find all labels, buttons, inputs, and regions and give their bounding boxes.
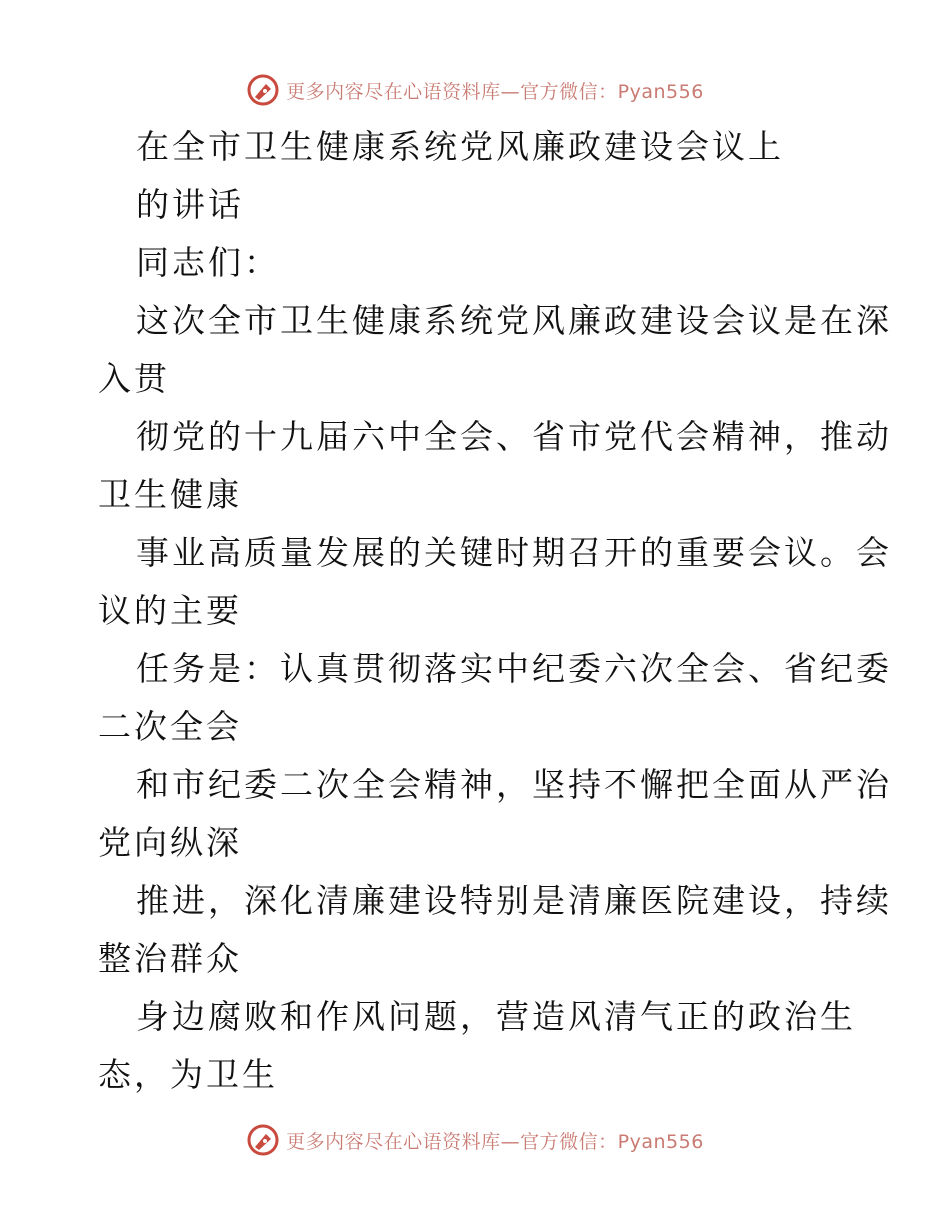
document-title-line: 在全市卫生健康系统党风廉政建设会议上 — [136, 127, 784, 166]
paragraph-line: 议的主要 — [98, 591, 242, 630]
pen-nib-logo-icon — [246, 73, 280, 107]
footer-watermark — [0, 1120, 950, 1160]
paragraph-line: 和市纪委二次全会精神，坚持不懈把全面从严治 — [136, 765, 892, 804]
watermark-text: 更多内容尽在心语资料库—官方微信：Pyan556 — [286, 1130, 704, 1153]
paragraph-line: 这次全市卫生健康系统党风廉政建设会议是在深 — [136, 301, 892, 340]
paragraph-line: 任务是：认真贯彻落实中纪委六次全会、省纪委 — [136, 649, 892, 688]
document-title-line: 的讲话 — [136, 185, 244, 224]
watermark-text: 更多内容尽在心语资料库—官方微信：Pyan556 — [286, 80, 704, 103]
paragraph-line: 态，为卫生 — [98, 1055, 278, 1094]
paragraph-line: 同志们： — [136, 243, 280, 282]
paragraph-line: 入贯 — [98, 359, 170, 398]
header-watermark — [0, 70, 950, 110]
paragraph-line: 身边腐败和作风问题，营造风清气正的政治生 — [136, 997, 856, 1036]
paragraph-line: 事业高质量发展的关键时期召开的重要会议。会 — [136, 533, 892, 572]
paragraph-line: 推进，深化清廉建设特别是清廉医院建设，持续 — [136, 881, 892, 920]
document-body — [98, 118, 892, 1104]
paragraph-line: 二次全会 — [98, 707, 242, 746]
paragraph-line: 卫生健康 — [98, 475, 242, 514]
paragraph-line: 彻党的十九届六中全会、省市党代会精神，推动 — [136, 417, 892, 456]
pen-nib-logo-icon — [246, 1123, 280, 1157]
paragraph-line: 党向纵深 — [98, 823, 242, 862]
paragraph-line: 整治群众 — [98, 939, 242, 978]
